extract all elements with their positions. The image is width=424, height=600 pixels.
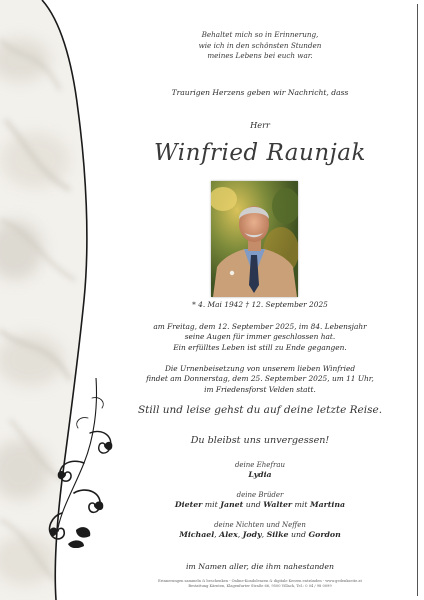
- mourner-name: Alex: [219, 530, 238, 539]
- motto-line: meines Lebens bei euch war.: [207, 51, 313, 60]
- mourner-group-wife: [105, 460, 415, 480]
- mourner-name: Walter: [263, 500, 293, 509]
- right-frame-line: [417, 4, 418, 596]
- mourner-names: [105, 530, 415, 540]
- life-dates: * 4. Mai 1942 † 12. September 2025: [192, 300, 328, 309]
- name-connector: ,: [261, 530, 267, 539]
- mourner-name: Michael: [179, 530, 215, 539]
- burial-notice: [105, 364, 415, 395]
- death-notice: [105, 322, 415, 353]
- undertaker-footer: [105, 579, 415, 589]
- notice-line: im Friedensforst Velden statt.: [204, 384, 316, 394]
- relation-label: deine Ehefrau: [234, 461, 286, 469]
- footer-line: Erinnerungen sammeln & beschenken - Online-Kondolenzen & digitale Kerzen entzünden - www.gedenkseite.at: [158, 579, 362, 583]
- closing-line: im Namen aller, die ihm nahestanden: [185, 562, 335, 571]
- name-connector: ,: [214, 530, 220, 539]
- unforgotten-line: Du bleibst uns unvergessen!: [190, 435, 330, 446]
- motto-verse: [105, 30, 415, 62]
- salutation: Herr: [250, 120, 270, 130]
- mourner-names: [105, 500, 415, 510]
- name-connector: mit: [202, 500, 221, 509]
- mourner-name: Martina: [310, 500, 346, 509]
- farewell-quote: Still und leise gehst du auf deine letzte Reise.: [137, 404, 383, 416]
- notice-line: am Freitag, dem 12. September 2025, im 84. Lebensjahr: [153, 322, 367, 331]
- mourner-name: Gordon: [308, 530, 341, 539]
- notice-line: Die Urnenbeisetzung von unserem lieben Winfried: [164, 364, 356, 373]
- mourner-name: Silke: [266, 530, 289, 539]
- name-connector: und: [288, 530, 309, 539]
- notice-line: findet am Donnerstag, dem 25. September 2025, um 11 Uhr,: [146, 374, 374, 384]
- announcement-text: Traurigen Herzens geben wir Nachricht, dass: [171, 88, 349, 97]
- mourner-name: Dieter: [174, 500, 203, 509]
- deceased-name: Winfried Raunjak: [154, 140, 366, 166]
- motto-line: wie ich in den schönsten Stunden: [198, 40, 322, 50]
- mourner-name: Jody: [242, 530, 262, 539]
- notice-line: Ein erfülltes Leben ist still zu Ende gegangen.: [173, 342, 347, 352]
- name-connector: ,: [237, 530, 243, 539]
- mourner-name: Lydia: [248, 470, 272, 479]
- mourner-name: Janet: [220, 500, 244, 509]
- relation-label: deine Brüder: [236, 491, 284, 499]
- portrait-photo: [211, 181, 298, 297]
- notice-line: seine Augen für immer geschlossen hat.: [184, 332, 336, 342]
- mourner-group-brothers: [105, 490, 415, 510]
- name-connector: mit: [292, 500, 310, 509]
- motto-line: Behaltet mich so in Erinnerung,: [201, 30, 319, 39]
- mourner-group-nieces-nephews: [105, 520, 415, 540]
- name-connector: und: [243, 500, 264, 509]
- footer-line: Bestattung Kärnten, Klagenfurter Straße 66, 9500 Villach, Tel.: 0 04 / 98 0099: [188, 584, 332, 588]
- relation-label: deine Nichten und Neffen: [214, 521, 306, 529]
